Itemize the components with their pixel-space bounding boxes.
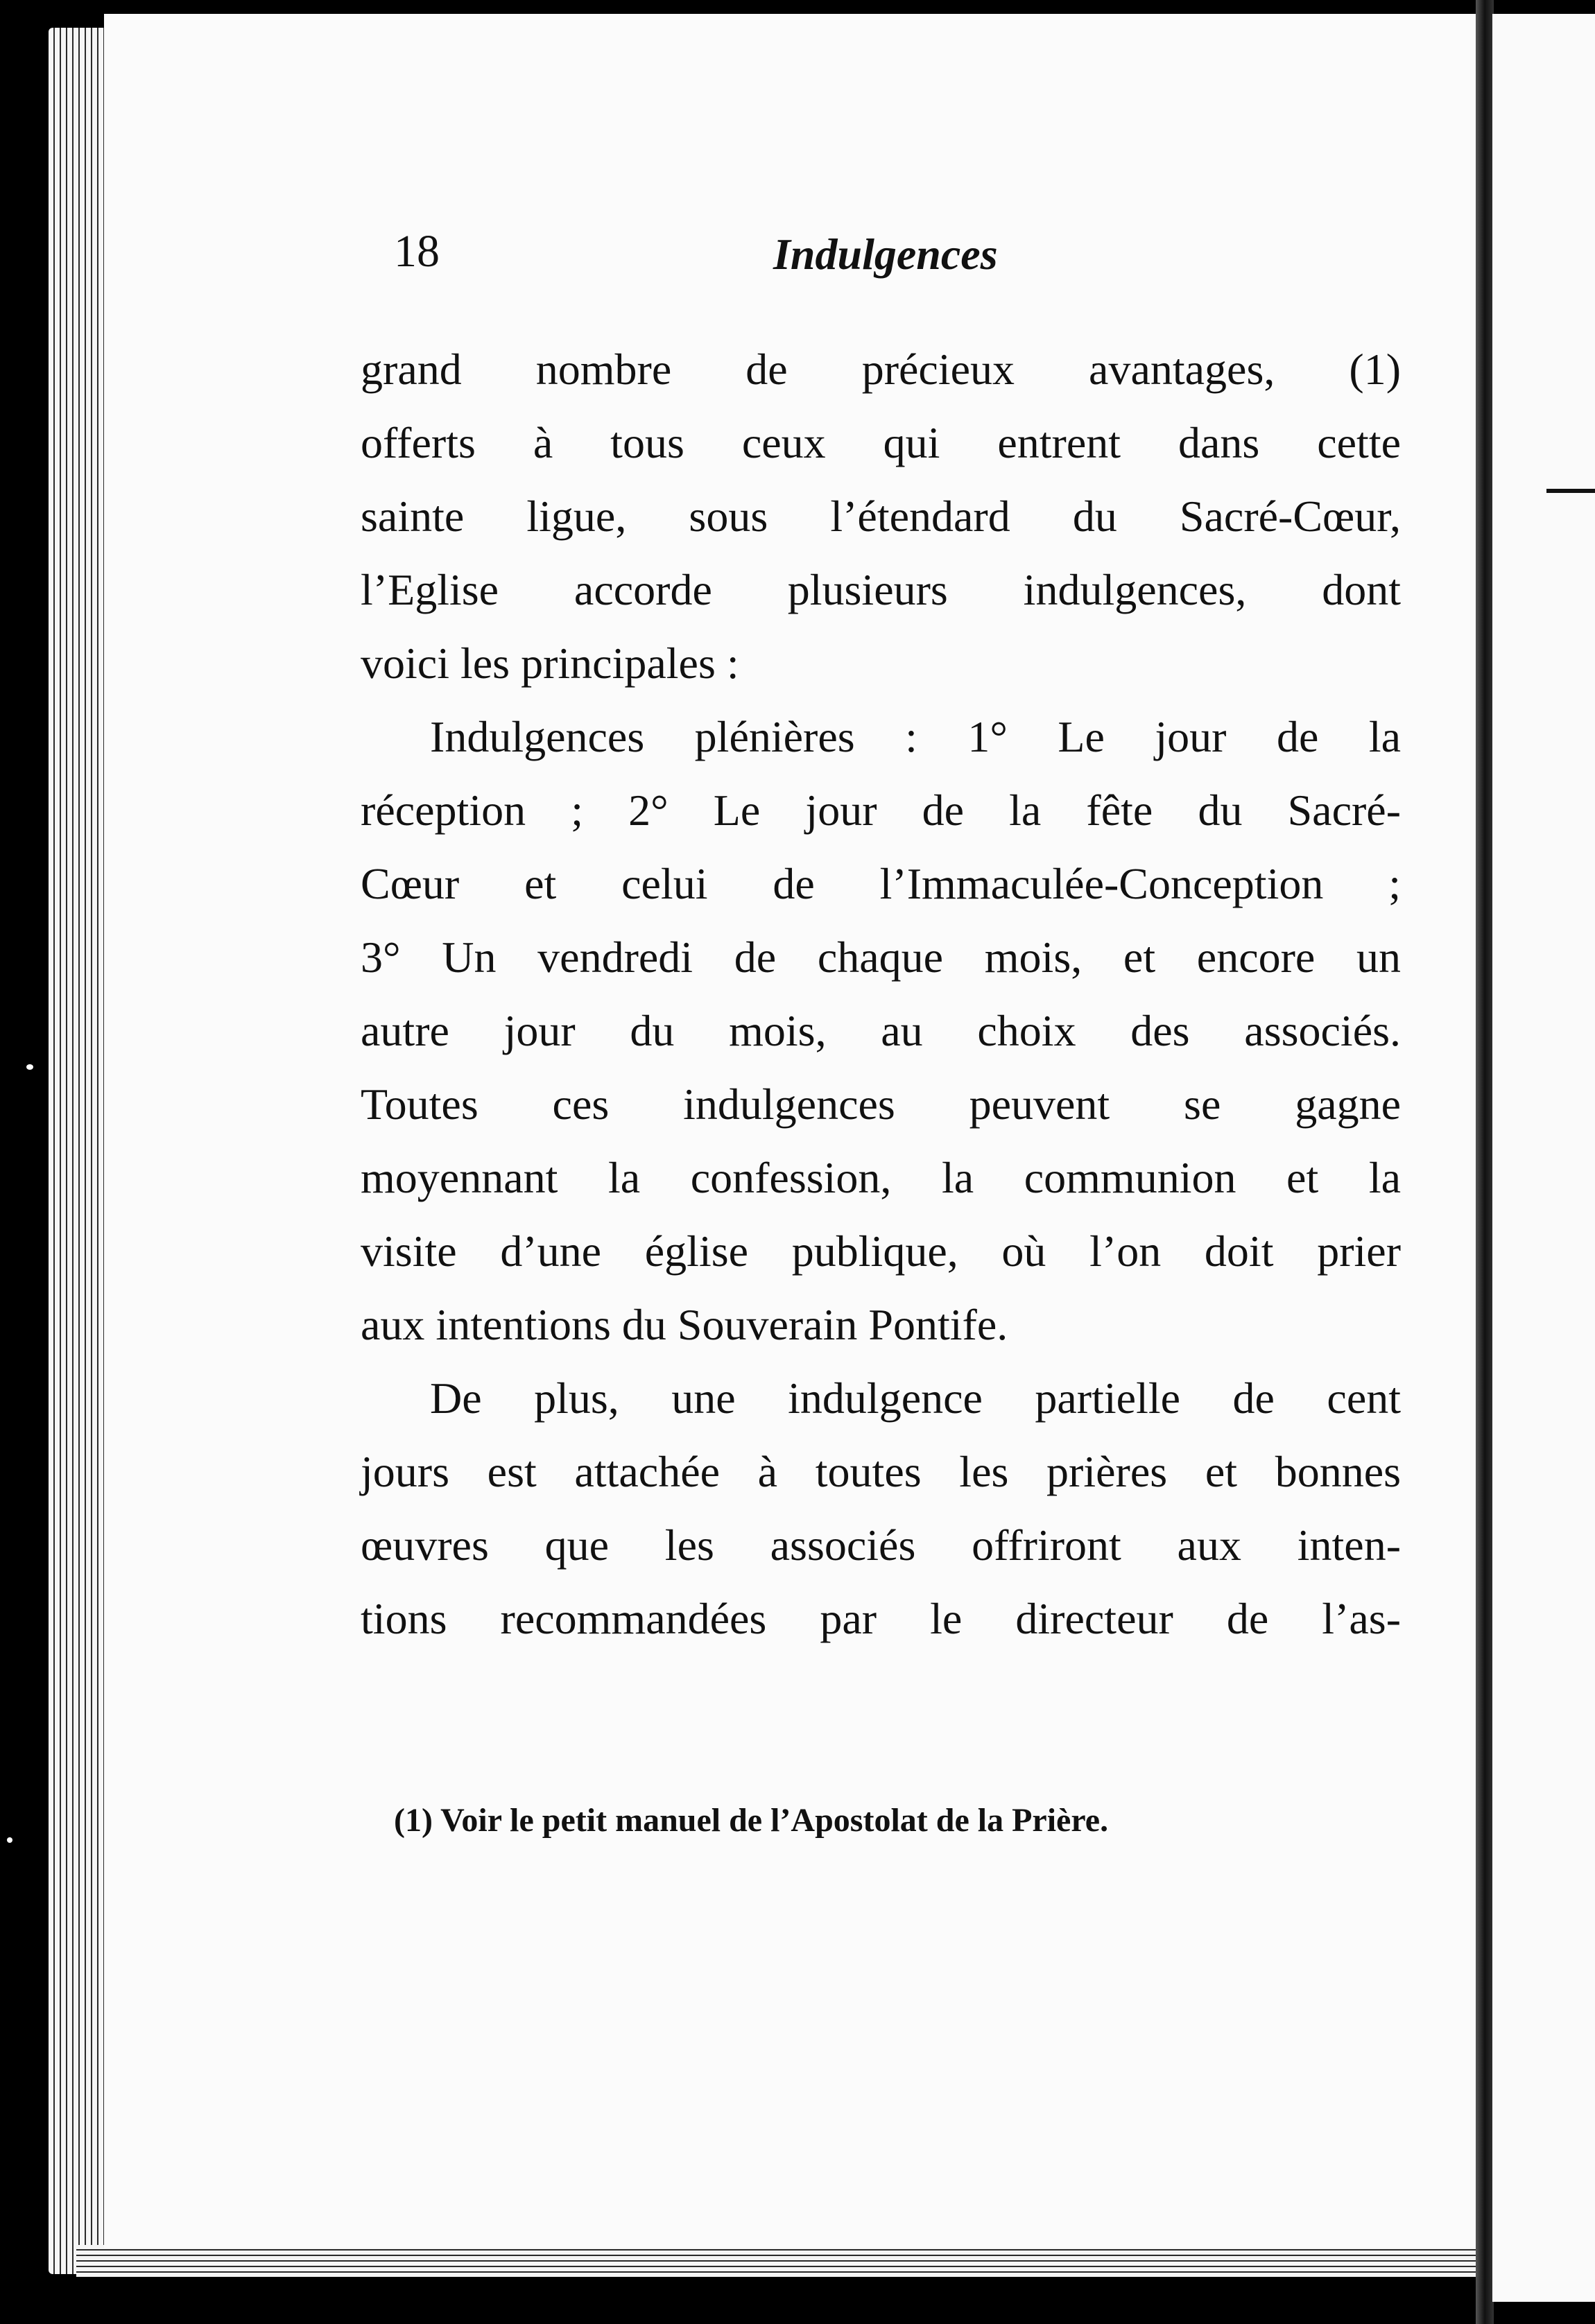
right-page — [1492, 14, 1595, 2302]
facing-page-rule — [1546, 489, 1595, 493]
scan-speck — [7, 1837, 12, 1843]
page-number: 18 — [394, 226, 440, 277]
text-line: grand nombre de précieux avantages, (1) — [361, 345, 1401, 394]
text-line: voici les principales : — [361, 639, 739, 688]
text-line: visite d’une église publique, où l’on doit prier — [361, 1226, 1401, 1276]
scan-speck — [26, 1064, 33, 1070]
text-line: Indulgences plénières : 1° Le jour de la — [430, 712, 1401, 761]
text-line: offerts à tous ceux qui entrent dans cette — [361, 418, 1401, 467]
footnote: (1) Voir le petit manuel de l’Apostolat de la Prière. — [394, 1802, 1109, 1839]
text-line: aux intentions du Souverain Pontife. — [361, 1300, 1008, 1349]
text-line: Toutes ces indulgences peuvent se gagne — [361, 1079, 1401, 1129]
text-line: 3° Un vendredi de chaque mois, et encore un — [361, 933, 1401, 982]
text-line: autre jour du mois, au choix des associés. — [361, 1006, 1401, 1055]
text-line: réception ; 2° Le jour de la fête du Sacré- — [361, 786, 1401, 835]
body-text — [361, 333, 1401, 1656]
text-line: œuvres que les associés offriront aux inten- — [361, 1520, 1401, 1570]
page-edge-bottom — [76, 2245, 1477, 2277]
text-line: De plus, une indulgence partielle de cent — [430, 1373, 1401, 1423]
text-line: l’Eglise accorde plusieurs indulgences, dont — [361, 565, 1401, 614]
text-line: jours est attachée à toutes les prières et bonnes — [361, 1447, 1401, 1496]
text-line: Cœur et celui de l’Immaculée-Conception ; — [361, 859, 1401, 908]
running-head: Indulgences — [773, 229, 998, 279]
book-gutter — [1476, 0, 1494, 2324]
text-line: sainte ligue, sous l’étendard du Sacré-Cœur, — [361, 492, 1401, 541]
page-edge-stack — [49, 28, 111, 2274]
text-line: tions recommandées par le directeur de l’as- — [361, 1594, 1401, 1643]
text-line: moyennant la confession, la communion et la — [361, 1153, 1401, 1202]
